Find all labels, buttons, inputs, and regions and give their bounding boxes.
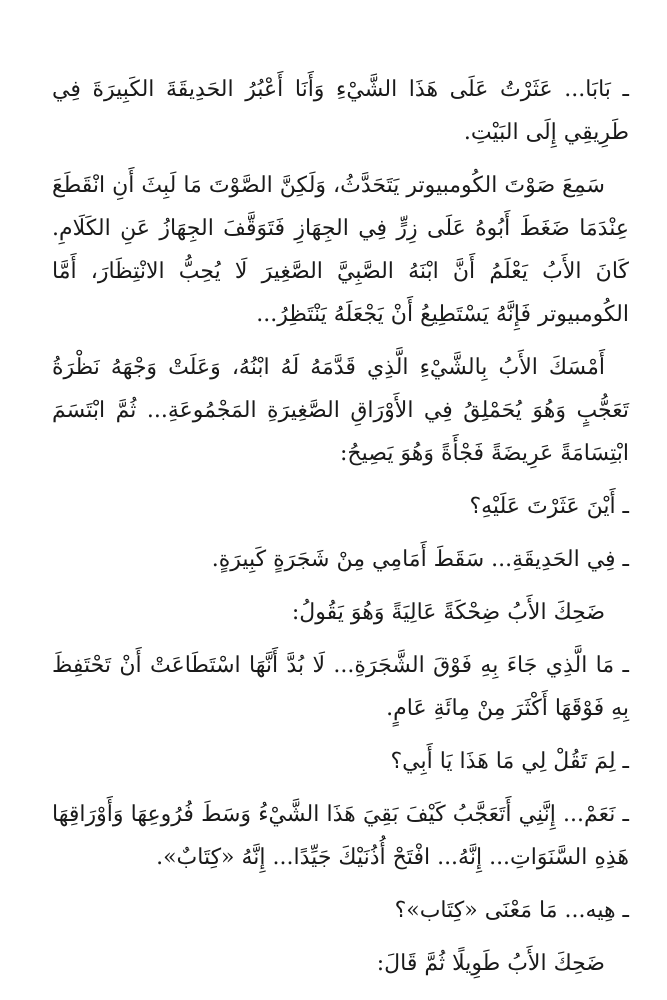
paragraph-6: ضَحِكَ الأَبُ ضِحْكَةً عَالِيَةً وَهُوَ يَقُولُ: (291, 600, 605, 625)
paragraph-4: ـ أَيْنَ عَثَرْتَ عَلَيْهِ؟ (469, 494, 629, 519)
paragraph-3: أَمْسَكَ الأَبُ بِالشَّيْءِ الَّذِي قَدَّمَهُ لَهُ ابْنُهُ، وَعَلَتْ وَجْهَهُ نَظْرَةُ تَعَجُّبٍ وَهُوَ يُحَمْلِقُ فِي الأَوْرَاقِ الصَّغِيرَةِ المَجْمُوعَةِ... ثُمَّ ابْتَسَمَ ابْتِسَامَةً عَرِيضَةً فَجْأَةً وَهُوَ يَصِيحُ: (52, 355, 629, 466)
paragraph-1: ـ بَابَا... عَثَرْتُ عَلَى هَذَا الشَّيْءِ وَأَنَا أَعْبُرُ الحَدِيقَةَ الكَبِيرَةَ فِي طَرِيقِي إِلَى البَيْتِ. (52, 77, 629, 145)
paragraph-2: سَمِعَ صَوْتَ الكُومبيوتر يَتَحَدَّثُ، وَلَكِنَّ الصَّوْتَ مَا لَبِثَ أَنِ انْقَطَعَ عِنْدَمَا ضَغَطَ أَبُوهُ عَلَى زِرٍّ فِي الجِهَازِ فَتَوَقَّفَ الجِهَازُ عَنِ الكَلَامِ. كَانَ الأَبُ يَعْلَمُ أَنَّ ابْنَهُ الصَّبِيَّ الصَّغِيرَ لَا يُحِبُّ الانْتِظَارَ، أَمَّا الكُومبيوتر فَإِنَّهُ يَسْتَطِيعُ أَنْ يَجْعَلَهُ يَنْتَظِرُ... (52, 173, 629, 327)
paragraph-11: ضَحِكَ الأَبُ طَوِيلًا ثُمَّ قَالَ: (376, 951, 605, 976)
paragraph-10: ـ هِيه... مَا مَعْنَى «كِتَاب»؟ (394, 898, 629, 923)
paragraph-9: ـ نَعَمْ... إِنَّنِي أَتَعَجَّبُ كَيْفَ بَقِيَ هَذَا الشَّيْءُ وَسَطَ فُرُوعِهَا وَأَوْرَاقِهَا هَذِهِ السَّنَوَاتِ... إِنَّهُ... افْتَحْ أُذُنَيْكَ جَيِّدًا... إِنَّهُ «كِتَابٌ». (52, 802, 629, 870)
paragraph-5: ـ فِي الحَدِيقَةِ... سَقَطَ أَمَامِي مِنْ شَجَرَةٍ كَبِيرَةٍ. (211, 547, 629, 572)
paragraph-8: ـ لِمَ تَقُلْ لِي مَا هَذَا يَا أَبِي؟ (390, 749, 629, 774)
paragraph-7: ـ مَا الَّذِي جَاءَ بِهِ فَوْقَ الشَّجَرَةِ... لَا بُدَّ أَنَّهَا اسْتَطَاعَتْ أَنْ تَحْتَفِظَ بِهِ فَوْقَهَا أَكْثَرَ مِنْ مِائَةِ عَامٍ. (52, 653, 629, 721)
